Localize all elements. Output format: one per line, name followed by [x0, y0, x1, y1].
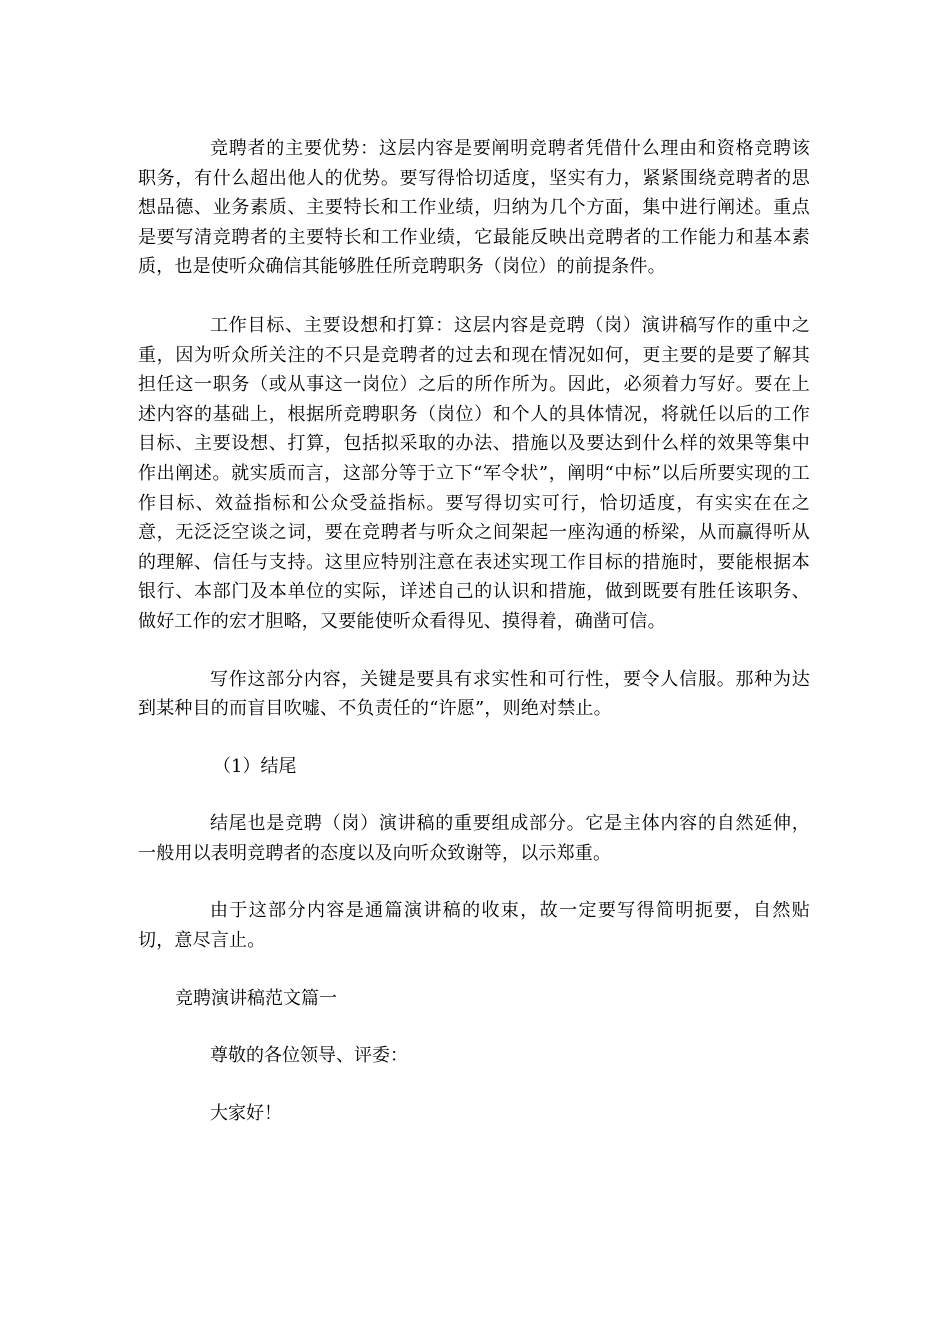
document-page [138, 134, 810, 1128]
section-heading-ending: （1）结尾 [213, 755, 297, 777]
paragraph-writing-key: 写作这部分内容，关键是要具有求实性和可行性，要令人信服。那种为达到某种目的而盲目吹嘘、不负责任的“许愿”，则绝对禁止。 [138, 668, 810, 720]
paragraph-ending-style: 由于这部分内容是通篇演讲稿的收束，故一定要写得简明扼要，自然贴切，意尽言止。 [138, 900, 810, 952]
speech-greeting: 大家好！ [210, 1102, 282, 1124]
paragraph-main-advantages: 竞聘者的主要优势：这层内容是要阐明竞聘者凭借什么理由和资格竞聘该职务，有什么超出他人的优势。要写得恰切适度，坚实有力，紧紧围绕竞聘者的思想品德、业务素质、主要特长和工作业绩，归纳为几个方面，集中进行阐述。重点是要写清竞聘者的主要特长和工作业绩，它最能反映出竞聘者的工作能力和基本素质，也是使听众确信其能够胜任所竞聘职务（岗位）的前提条件。 [138, 138, 810, 278]
speech-salutation: 尊敬的各位领导、评委： [210, 1045, 408, 1067]
sample-speech-title: 竞聘演讲稿范文篇一 [175, 987, 337, 1009]
paragraph-ending-role: 结尾也是竞聘（岗）演讲稿的重要组成部分。它是主体内容的自然延伸，一般用以表明竞聘者的态度以及向听众致谢等，以示郑重。 [138, 813, 810, 864]
paragraph-work-goals: 工作目标、主要设想和打算：这层内容是竞聘（岗）演讲稿写作的重中之重，因为听众所关注的不只是竞聘者的过去和现在情况如何，更主要的是要了解其担任这一职务（或从事这一岗位）之后的所作所为。因此，必须着力写好。要在上述内容的基础上，根据所竞聘职务（岗位）和个人的具体情况，将就任以后的工作目标、主要设想、打算，包括拟采取的办法、措施以及要达到什么样的效果等集中作出阐述。就实质而言，这部分等于立下“军令状”，阐明“中标”以后所要实现的工作目标、效益指标和公众受益指标。要写得切实可行，恰切适度，有实实在在之意，无泛泛空谈之词，要在竞聘者与听众之间架起一座沟通的桥梁，从而赢得听从的理解、信任与支持。这里应特别注意在表述实现工作目标的措施时，要能根据本银行、本部门及本单位的实际，详述自己的认识和措施，做到既要有胜任该职务、做好工作的宏才胆略，又要能使听众看得见、摸得着，确凿可信。 [138, 314, 810, 632]
